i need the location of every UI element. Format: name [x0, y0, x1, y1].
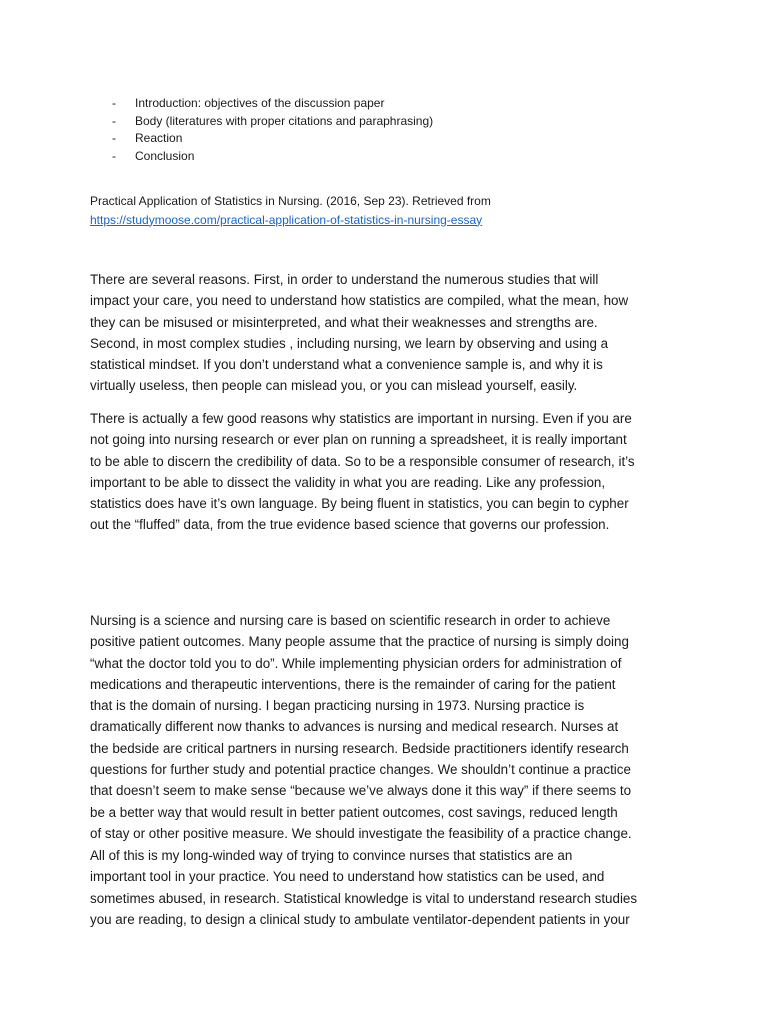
outline-item-label: Conclusion: [135, 148, 195, 163]
list-dash: -: [112, 96, 116, 110]
outline-item-label: Body (literatures with proper citations and paraphrasing): [135, 113, 434, 128]
outline-item: [112, 130, 433, 148]
list-dash: -: [112, 131, 116, 145]
list-dash: -: [112, 148, 116, 163]
outline-item-label: Introduction: objectives of the discussion paper: [135, 96, 385, 110]
paragraph-nursing-science: Nursing is a science and nursing care is based on scientific research in order to achieve positive patient outcomes. Many people assume that the practice of nursing is simply doing “what the doctor told you to do”. While implementing physician orders for administration of medications and therapeutic interventions, there is the remainder of caring for the patient that is the domain of nursing. I began practicing nursing in 1973. Nursing practice is dramatically different now thanks to advances is nursing and medical research. Nurses at the bedside are critical partners in nursing research. Bedside practitioners identify research questions for further study and potential practice changes. We shouldn’t continue a practice that doesn’t seem to make sense “because we’ve always done it this way” if there seems to be a better way that would result in better patient outcomes, cost savings, reduced length of stay or other positive measure. We should investigate the feasibility of a practice change.: [90, 613, 632, 841]
paragraph-importance: There is actually a few good reasons why statistics are important in nursing. Even if you are not going into nursing research or ever plan on running a spreadsheet, it is really important to be able to discern the credibility of data. So to be a responsible consumer of research, it’s important to be able to dissect the validity in what you are reading. Like any profession, statistics does have it’s own language. By being fluent in statistics, you can begin to cypher out the “fluffed” data, from the true evidence based science that governs our profession.: [90, 411, 635, 533]
outline-item-label: Reaction: [135, 131, 183, 145]
citation: [90, 192, 491, 229]
paragraph-conclusion: All of this is my long-winded way of trying to convince nurses that statistics are an important tool in your practice. You need to understand how statistics can be used, and sometimes abused, in research. Statistical knowledge is vital to understand research studies you are reading, to design a clinical study to ambulate ventilator-dependent patients in your: [90, 848, 638, 927]
outline-list: [112, 95, 433, 165]
citation-link[interactable]: https://studymoose.com/practical-application-of-statistics-in-nursing-essay: [90, 212, 483, 227]
paragraph-reasons: There are several reasons. First, in order to understand the numerous studies that will impact your care, you need to understand how statistics are compiled, what the mean, how they can be misused or misinterpreted, and what their weaknesses and strengths are. Second, in most complex studies , including nursing, we learn by observing and using a statistical mindset. If you don’t understand what a convenience sample is, and why it is virtually useless, then people can mislead you, or you can mislead yourself, easily.: [90, 272, 629, 394]
citation-text: Practical Application of Statistics in Nursing. (2016, Sep 23). Retrieved from: [90, 194, 491, 208]
outline-item: [112, 95, 433, 113]
outline-item: [112, 148, 433, 166]
list-dash: -: [112, 113, 116, 128]
outline-item: [112, 113, 433, 131]
